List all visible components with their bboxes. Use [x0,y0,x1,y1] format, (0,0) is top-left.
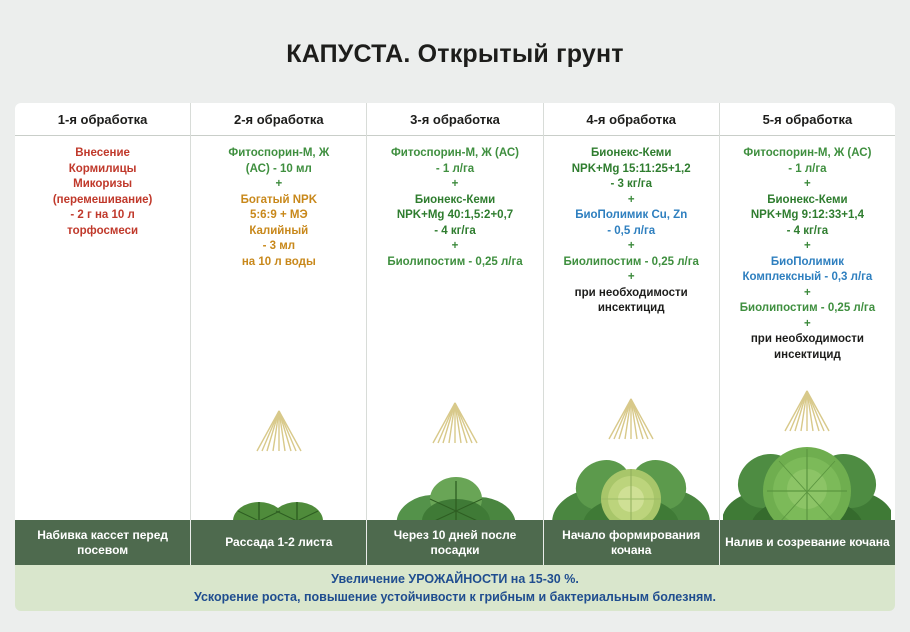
treatment-line: при необходимости [750,333,864,345]
plus-separator: + [804,286,811,299]
treatment-line: Комплексный - 0,3 л/га [742,271,873,283]
stage-label-1: Набивка кассет перед посевом [15,520,190,565]
treatment-line: при необходимости [574,286,688,299]
treatment-line: (перемешивание) [52,193,153,206]
treatment-line: Фитоспорин-М, Ж (АС) [743,147,872,159]
treatment-line: - 4 кг/га [434,224,476,237]
treatment-column-1 [15,103,190,565]
treatment-text-1 [15,136,190,239]
plus-separator: + [451,240,459,252]
plus-separator: + [451,178,459,190]
treatment-text-4 [544,136,719,317]
treatment-line: 5:6:9 + МЭ [249,209,308,221]
treatment-table [15,103,895,565]
treatment-line: - 3 кг/га [610,178,652,190]
treatment-line: на 10 л воды [241,255,316,268]
treatment-line: инсектицид [774,348,841,361]
column-header: 4-я обработка [544,103,719,136]
treatment-line: инсектицид [597,302,665,314]
stage-bar [15,520,895,565]
plus-separator: + [627,240,635,252]
treatment-line: Богатый NPK [240,193,318,206]
column-header: 5-я обработка [720,103,895,136]
column-header: 1-я обработка [15,103,190,136]
column-header: 3-я обработка [367,103,542,136]
bottom-note-line-2: Ускорение роста, повышение устойчивости к грибным и бактериальным болезням. [193,590,717,604]
treatment-text-3 [367,136,542,270]
treatment-line: Бионекс-Кеми [591,147,672,159]
treatment-line: Калийный [249,224,309,237]
plus-separator: + [275,178,283,190]
column-header: 2-я обработка [191,103,366,136]
stage-label-3: Через 10 дней после посадки [366,520,542,565]
treatment-line: - 0,5 л/га [607,224,656,237]
plus-separator: + [804,240,811,252]
treatment-line: БиоПолимик [770,255,844,268]
treatment-line: торфосмеси [67,224,139,237]
plus-separator: + [804,178,811,190]
treatment-line: - 4 кг/га [786,224,829,237]
treatment-line: NPK+Mg 40:1,5:2+0,7 [396,209,514,221]
treatment-line: NPK+Mg 9:12:33+1,4 [750,209,864,221]
stage-label-5: Налив и созревание кочана [719,520,895,565]
treatment-text-2 [191,136,366,270]
bottom-note-line-1: Увеличение УРОЖАЙНОСТИ на 15-30 %. [331,572,579,586]
plus-separator: + [627,193,635,206]
treatment-line: NPK+Mg 15:11:25+1,2 [571,162,691,175]
stage-label-4: Начало формирования кочана [543,520,719,565]
stage-label-2: Рассада 1-2 листа [190,520,366,565]
treatment-line: Микоризы [73,178,133,190]
treatment-line: Биолипостим - 0,25 л/га [563,255,699,268]
treatment-column-2 [190,103,366,565]
treatment-column-5 [719,103,895,565]
treatment-line: Бионекс-Кеми [767,193,848,206]
treatment-line: Фитоспорин-М, Ж (АС) [390,147,520,159]
sprayer-icon [772,387,842,435]
treatment-line: - 2 г на 10 л [70,209,135,221]
page-title: КАПУСТА. Открытый грунт [286,40,624,68]
treatment-text-5 [720,136,895,363]
treatment-line: Бионекс-Кеми [414,193,496,206]
treatment-line: (АС) - 10 мл [245,162,312,175]
treatment-line: - 1 л/га [788,162,827,175]
treatment-line: Кормилицы [68,162,137,175]
treatment-column-3 [366,103,542,565]
sprayer-icon [596,395,666,443]
treatment-line: Биолипостим - 0,25 л/га [739,302,876,314]
treatment-line: Биолипостим - 0,25 л/га [387,255,523,268]
sprayer-icon [244,407,314,455]
plus-separator: + [627,271,635,283]
treatment-line: - 1 л/га [435,162,475,175]
plus-separator: + [804,317,811,330]
treatment-line: Внесение [75,147,130,159]
sprayer-icon [420,399,490,447]
treatment-column-4 [543,103,719,565]
treatment-line: БиоПолимик Cu, Zn [575,209,688,221]
treatment-line: Фитоспорин-М, Ж [228,147,330,159]
bottom-note [15,565,895,611]
treatment-line: - 3 мл [262,240,296,252]
